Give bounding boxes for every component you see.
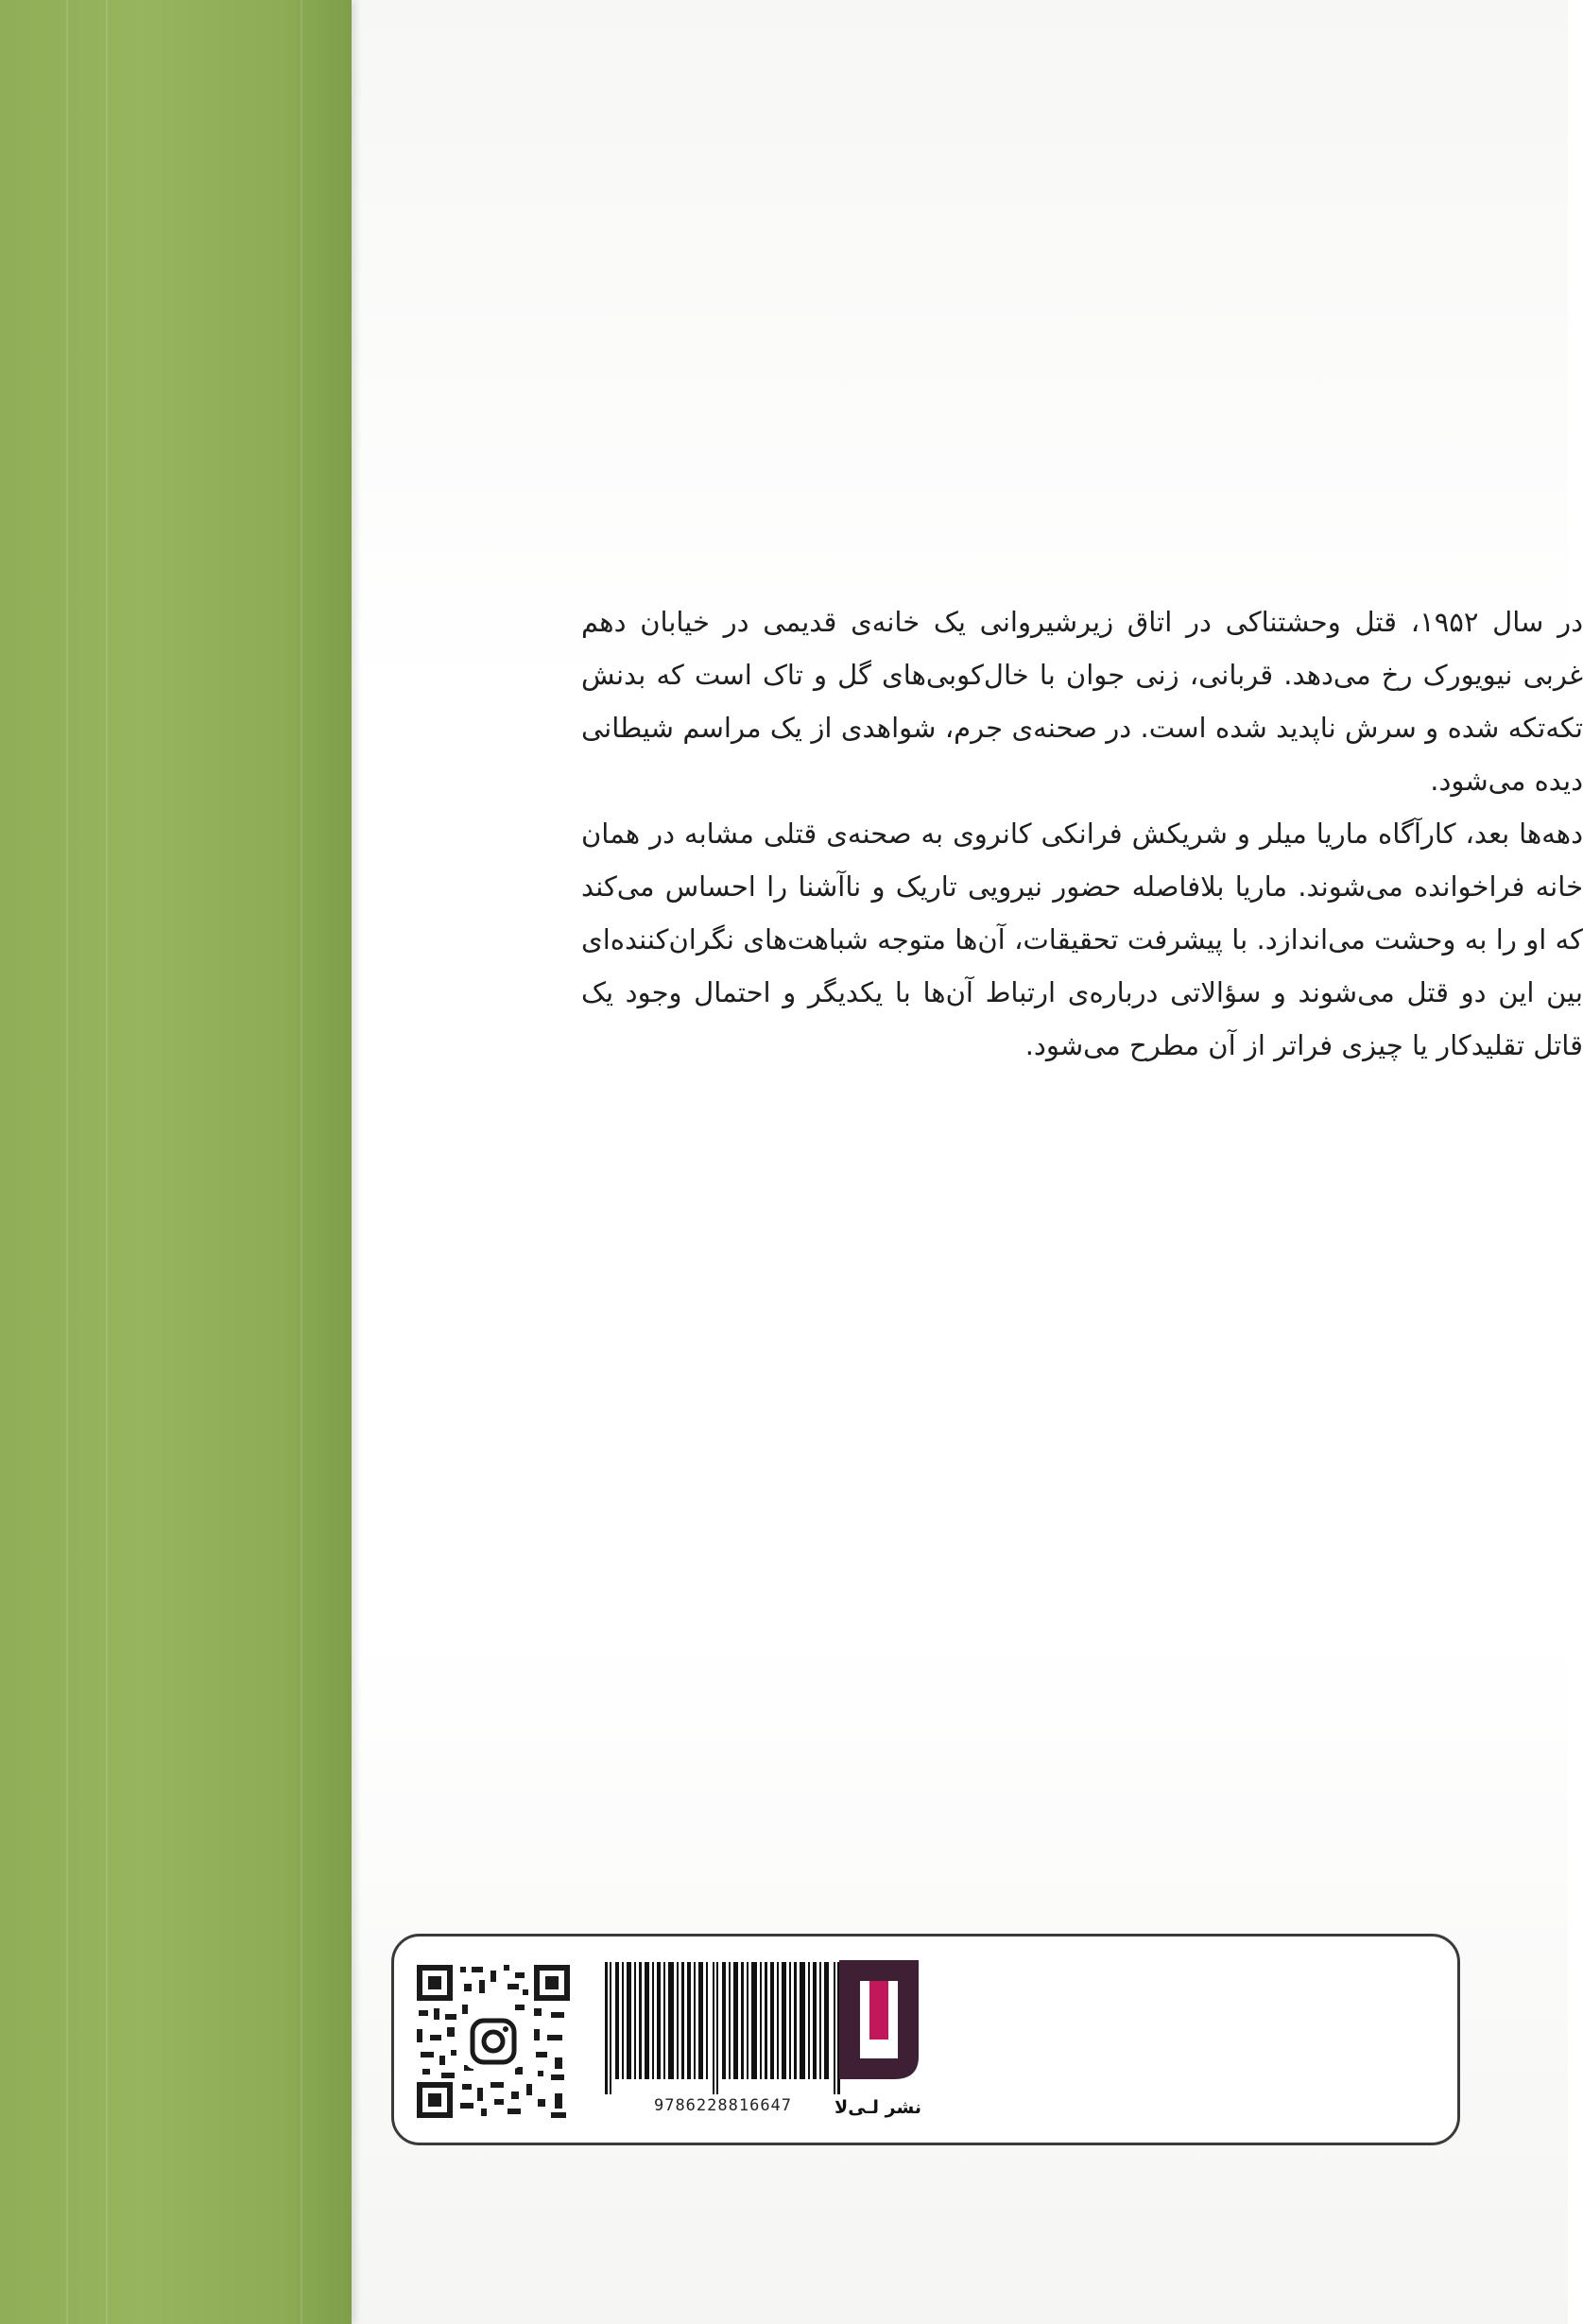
spine-crease — [301, 0, 302, 2324]
synopsis-paragraph-2: دهه‌ها بعد، کارآگاه ماریا میلر و شریکش فرانکی کانروی به صحنه‌ی قتلی مشابه در همان خانه فراخوانده می‌شوند. ماریا بلافاصله حضور نیرویی تاریک و ناآشنا را احساس می‌کند که او را به وحشت می‌اندازد. با پیشرفت تحقیقات، آن‌ها متوجه شباهت‌های نگران‌کننده‌ای بین این دو قتل می‌شوند و سؤالاتی درباره‌ی ارتباط آن‌ها با یکدیگر و احتمال وجود یک قاتل تقلیدکار یا چیزی فراتر از آن مطرح می‌شود. — [581, 818, 1583, 1061]
spine-crease — [106, 0, 108, 2324]
publisher-name: نشر لـی‌لا — [835, 2097, 921, 2118]
qr-code-icon[interactable] — [413, 1961, 574, 2122]
synopsis — [581, 595, 1583, 1072]
barcode — [605, 1962, 841, 2094]
isbn-number: 9786228816647 — [653, 2096, 793, 2115]
publisher-logo-icon — [832, 1956, 926, 2096]
spine-crease — [66, 0, 68, 2324]
synopsis-paragraph-1: در سال ۱۹۵۲، قتل وحشتناکی در اتاق زیرشیروانی یک خانه‌ی قدیمی در خیابان دهم غربی نیویورک رخ می‌دهد. قربانی، زنی جوان با خال‌کوبی‌های گل و تاک است که بدنش تکه‌تکه شده و سرش ناپدید شده است. در صحنه‌ی جرم، شواهدی از یک مراسم شیطانی دیده می‌شود. — [581, 606, 1583, 797]
green-spine — [0, 0, 352, 2324]
